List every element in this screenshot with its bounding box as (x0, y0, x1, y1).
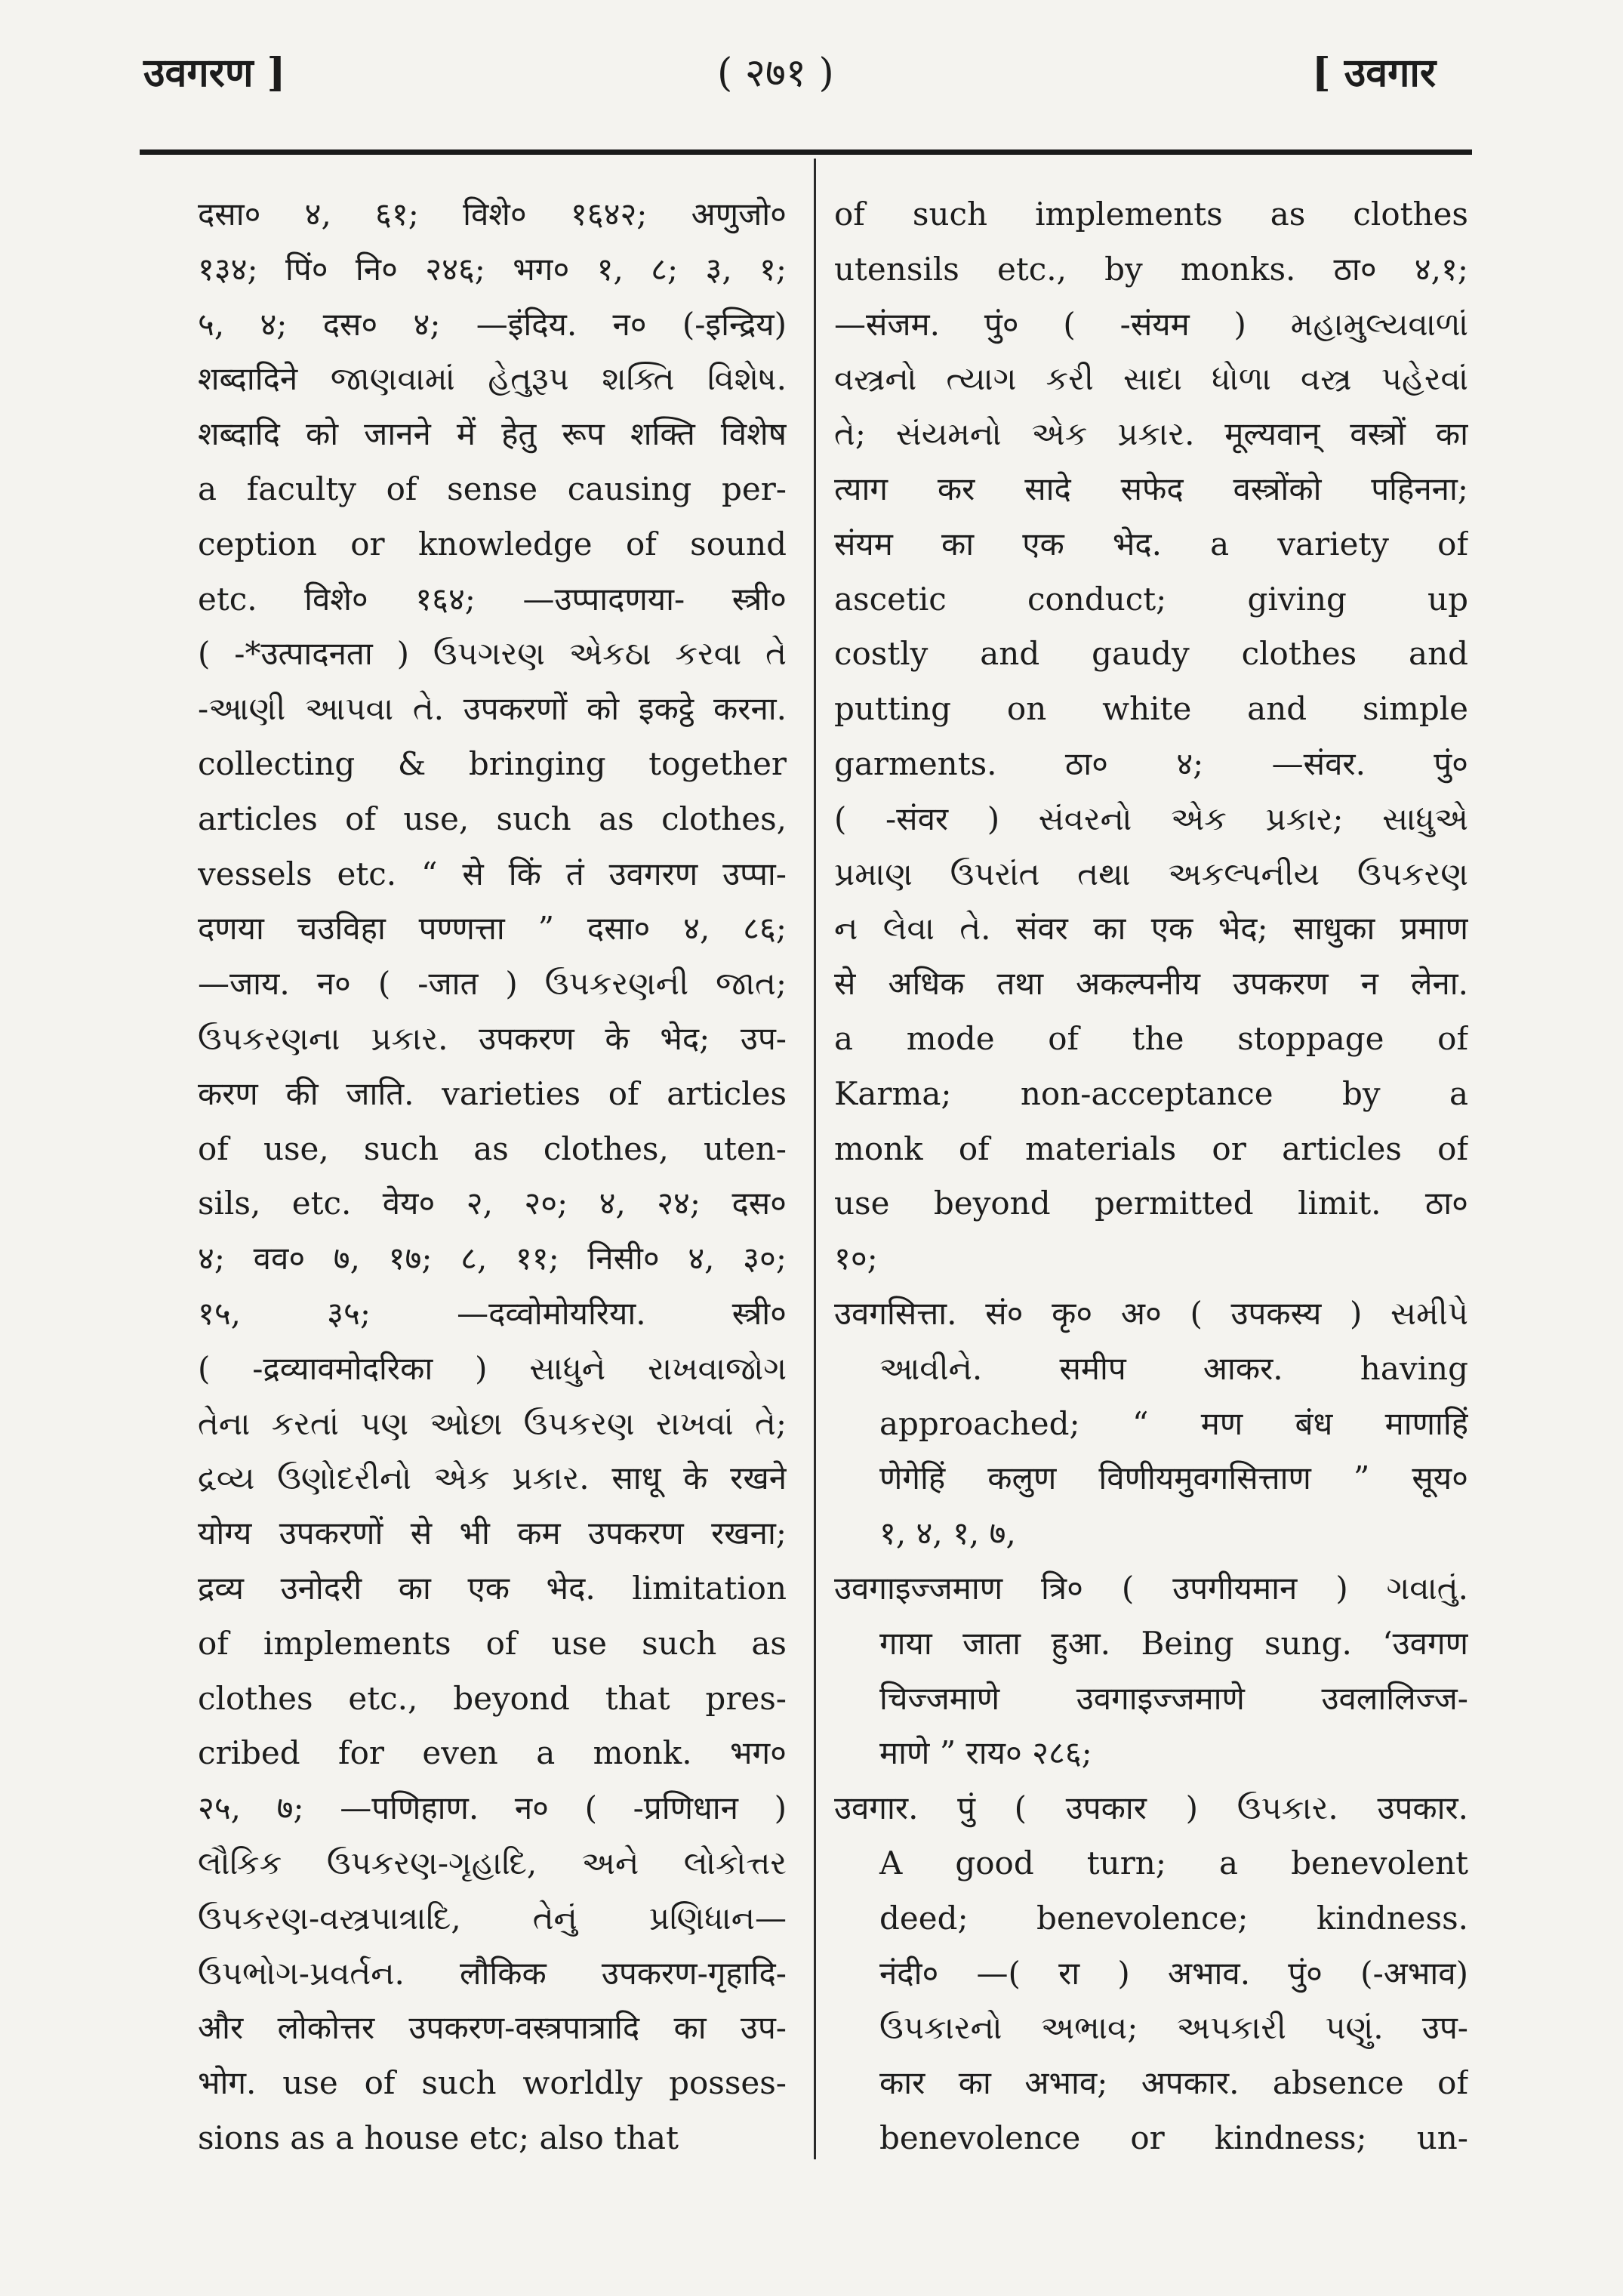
text-line: utensils etc., by monks. ठा० ४,१; (834, 250, 1468, 288)
text-line: ( -*उत्पादनता ) ઉપગરણ એકઠા કરવા તે (198, 635, 787, 673)
text-line: चिज्जमाणे उवगाइज्जमाणे उवलालिज्ज- (879, 1679, 1468, 1717)
text-line: द्रव्य उनोदरी का एक भेद. limitation (198, 1569, 787, 1607)
text-line: approached; “ मण बंध माणाहिं (879, 1404, 1468, 1442)
text-line: benevolence or kindness; un- (879, 2119, 1468, 2156)
text-line: णेगेहिं कलुण विणीयमुवगसित्ताण ” सूय० (879, 1459, 1468, 1497)
text-line: of use, such as clothes, uten- (198, 1130, 787, 1167)
right-column (834, 187, 1468, 2166)
text-line: उवगाइज्जमाण त्रि० ( उपगीयमान ) ગવાતું. (834, 1569, 1468, 1607)
text-line: ( -द्रव्यावमोदरिका ) સાધુને રાખવાજોગ (198, 1349, 787, 1387)
text-line: शब्दादिने જાણવામાં હેતુરૂપ શક્તિ વિશેષ. (198, 360, 787, 398)
text-line: તેના કરતાં પણ ઓછા ઉપકરણ રાખવાં તે; (198, 1404, 787, 1442)
text-line: of implements of use such as (198, 1624, 787, 1662)
text-line: ઉપકરણના પ્રકાર. उपकरण के भेद; उप- (198, 1019, 787, 1057)
text-line: १३४; पिं० नि० २४६; भग० १, ८; ३, १; (198, 250, 787, 288)
text-line: और लोकोत्तर उपकरण-वस्त्रपात्रादि का उप- (198, 2009, 787, 2047)
text-line: deed; benevolence; kindness. (879, 1899, 1468, 1937)
header-right-guide-word: [ उवगार (1312, 50, 1437, 96)
text-line: संयम का एक भेद. a variety of (834, 525, 1468, 562)
text-line: —जाय. न० ( -जात ) ઉપકરણની જાત; (198, 965, 787, 1003)
text-line: ઉપકરણ-વસ્ત્રપાત્રાદિ, તેનું પ્રણિધાન— (198, 1899, 787, 1937)
text-line: costly and gaudy clothes and (834, 635, 1468, 673)
left-column (198, 187, 787, 2166)
text-line: उवगसित्ता. सं० कृ० अ० ( उपकस्य ) સમીપે (834, 1294, 1468, 1332)
text-line: A good turn; a benevolent (879, 1844, 1468, 1881)
text-line: करण की जाति. varieties of articles (198, 1074, 787, 1112)
text-line: આવીને. समीप आकर. having (879, 1349, 1468, 1387)
text-line: —संजम. पुं० ( -संयम ) મહામુલ્યવાળાં (834, 305, 1468, 343)
text-line: a mode of the stoppage of (834, 1019, 1468, 1057)
text-line: તે; સંયમનો એક પ્રકાર. मूल्यवान् वस्त्रों का (834, 415, 1468, 453)
text-line: शब्दादि को जानने में हेतु रूप शक्ति विशेष (198, 415, 787, 453)
text-line: putting on white and simple (834, 690, 1468, 728)
text-line: garments. ठा० ४; —संवर. पुं० (834, 744, 1468, 782)
page-number: ( २७१ ) (717, 51, 834, 96)
text-line: योग्य उपकरणों से भी कम उपकरण रखना; (198, 1515, 787, 1552)
text-line: collecting & bringing together (198, 744, 787, 782)
text-line: vessels etc. “ से किं तं उवगरण उप्पा- (198, 855, 787, 892)
text-line: વસ્ત્રનો ત્યાગ કરી સાદા ધોળા વસ્ત્ર પહેરવાં (834, 360, 1468, 398)
text-line: Karma; non-acceptance by a (834, 1074, 1468, 1112)
text-line: गाया जाता हुआ. Being sung. ‘उवगण (879, 1624, 1468, 1662)
text-line: clothes etc., beyond that pres- (198, 1679, 787, 1717)
text-line: माणे ” राय० २८६; (879, 1734, 1092, 1772)
text-line: ४; वव० ७, १७; ८, ११; निसी० ४, ३०; (198, 1240, 787, 1277)
text-line: of such implements as clothes (834, 196, 1468, 233)
text-line: कार का अभाव; अपकार. absence of (879, 2064, 1468, 2102)
text-line: cribed for even a monk. भग० (198, 1734, 787, 1772)
text-line: sions as a house etc; also that (198, 2119, 679, 2156)
text-line: से अधिक तथा अकल्पनीय उपकरण न लेना. (834, 965, 1468, 1003)
text-line: १५, ३५; —दव्वोमोयरिया. स्त्री० (198, 1294, 787, 1332)
text-line: दसा० ४, ६१; विशे० १६४२; अणुजो० (198, 196, 787, 233)
text-line: ન લેવા તે. संवर का एक भेद; साधुका प्रमाण (834, 910, 1468, 948)
text-line: use beyond permitted limit. ठा० (834, 1185, 1468, 1222)
text-line: ascetic conduct; giving up (834, 580, 1468, 618)
text-line: monk of materials or articles of (834, 1130, 1468, 1167)
text-line: उवगार. पुं ( उपकार ) ઉપકાર. उपकार. (834, 1789, 1468, 1827)
text-line: દ્રવ્ય ઉણોદરીનો એક પ્રકાર. साधू के रखने (198, 1459, 787, 1497)
text-line: ( -संवर ) સંવરનો એક પ્રકાર; સાધુએ (834, 800, 1468, 837)
text-line: પ્રમાણ ઉપરાંત તથા અકલ્પનીય ઉપકરણ (834, 855, 1468, 892)
text-line: a faculty of sense causing per- (198, 470, 787, 507)
header-left-guide-word: उवगरण ] (143, 50, 286, 96)
text-line: १०; (834, 1240, 878, 1277)
text-line: १, ४, १, ७, (879, 1515, 1016, 1552)
text-line: લૌકિક ઉપકરણ-ગૃહાદિ, અને લોકોત્તર (198, 1844, 787, 1881)
text-line: २५, ७; —पणिहाण. न० ( -प्रणिधान ) (198, 1789, 787, 1827)
text-line: भोग. use of such worldly posses- (198, 2064, 787, 2102)
text-line: ઉપભોગ-પ્રવર્તન. लौकिक उपकरण-गृहादि- (198, 1954, 787, 1992)
text-line: sils, etc. वेय० २, २०; ४, २४; दस० (198, 1185, 787, 1222)
text-line: etc. विशे० १६४; —उप्पादणया- स्त्री० (198, 580, 787, 618)
header-rule (140, 149, 1472, 155)
text-line: दणया चउविहा पण्णत्ता ” दसा० ४, ८६; (198, 910, 787, 948)
text-line: -આણી આપવા તે. उपकरणों को इकट्ठे करना. (198, 690, 787, 728)
text-line: ५, ४; दस० ४; —इंदिय. न० (-इन्द्रिय) (198, 305, 787, 343)
text-line: त्याग कर सादे सफेद वस्त्रोंको पहिनना; (834, 470, 1468, 507)
text-line: नंदी० —( रा ) अभाव. पुं० (-अभाव) (879, 1954, 1468, 1992)
text-line: articles of use, such as clothes, (198, 800, 787, 837)
text-line: ception or knowledge of sound (198, 525, 787, 562)
column-divider (814, 159, 816, 2159)
text-line: ઉપકારનો અભાવ; અપકારી પણું. उप- (879, 2009, 1468, 2047)
